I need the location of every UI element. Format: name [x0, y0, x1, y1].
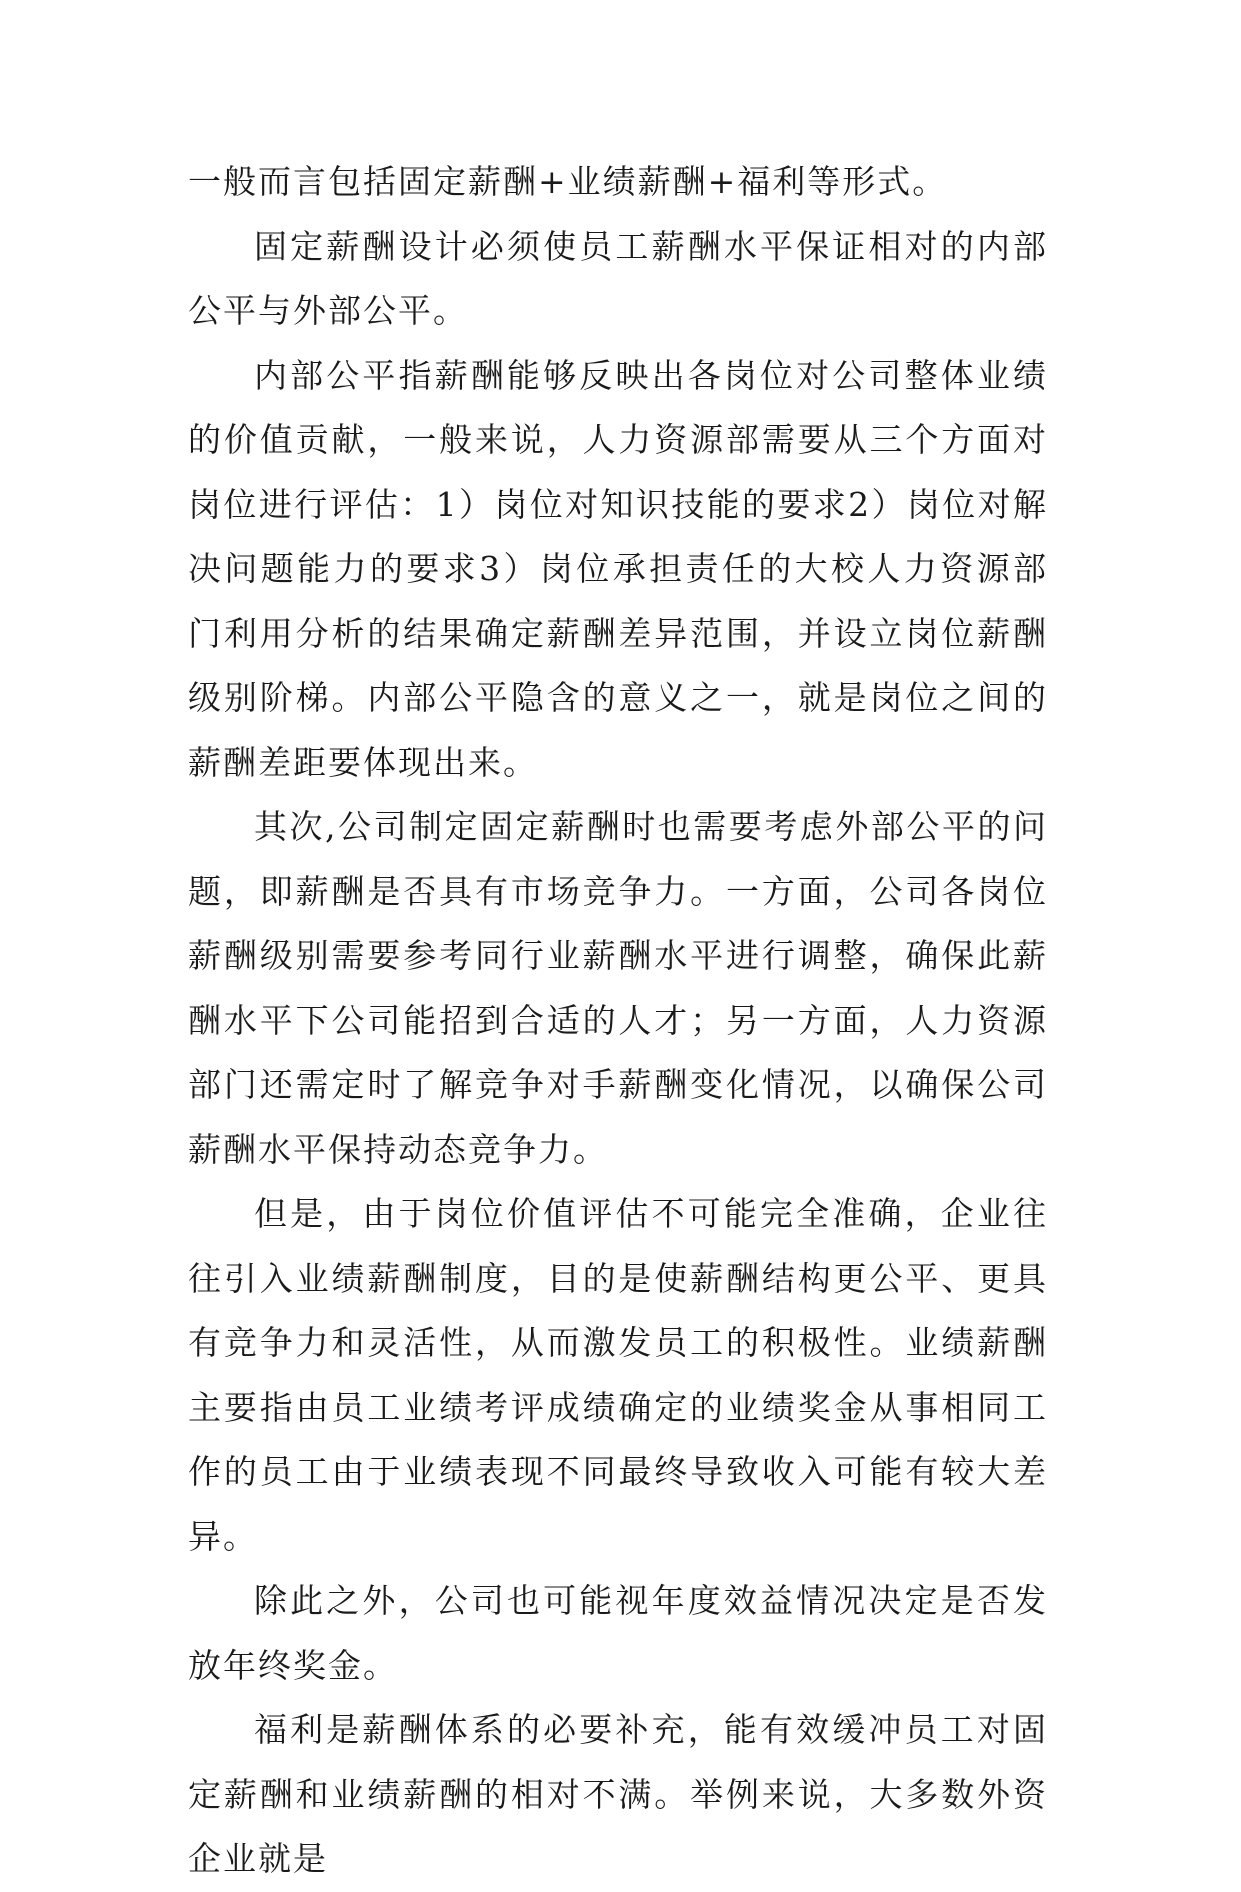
paragraph-7: 福利是薪酬体系的必要补充，能有效缓冲员工对固定薪酬和业绩薪酬的相对不满。举例来说，大多数外资企业就是 [188, 1710, 1048, 1878]
paragraph-5: 但是，由于岗位价值评估不可能完全准确，企业往往引入业绩薪酬制度，目的是使薪酬结构更公平、更具有竞争力和灵活性，从而激发员工的积极性。业绩薪酬主要指由员工业绩考评成绩确定的业绩奖金从事相同工作的员工由于业绩表现不同最终导致收入可能有较大差异。 [188, 1194, 1048, 1556]
paragraph-1: 一般而言包括固定薪酬+业绩薪酬+福利等形式。 [188, 162, 948, 201]
paragraph-6: 除此之外，公司也可能视年度效益情况决定是否发放年终奖金。 [188, 1581, 1048, 1685]
paragraph-4: 其次,公司制定固定薪酬时也需要考虑外部公平的问题，即薪酬是否具有市场竞争力。一方面，公司各岗位薪酬级别需要参考同行业薪酬水平进行调整，确保此薪酬水平下公司能招到合适的人才；另一方面，人力资源部门还需定时了解竞争对手薪酬变化情况，以确保公司薪酬水平保持动态竞争力。 [188, 807, 1048, 1169]
paragraph-3: 内部公平指薪酬能够反映出各岗位对公司整体业绩的价值贡献，一般来说，人力资源部需要从三个方面对岗位进行评估：1）岗位对知识技能的要求2）岗位对解决问题能力的要求3）岗位承担责任的大校人力资源部门利用分析的结果确定薪酬差异范围，并设立岗位薪酬级别阶梯。内部公平隐含的意义之一，就是岗位之间的薪酬差距要体现出来。 [188, 355, 1048, 782]
body-text [188, 150, 1048, 1892]
paragraph-2: 固定薪酬设计必须使员工薪酬水平保证相对的内部公平与外部公平。 [188, 226, 1048, 330]
